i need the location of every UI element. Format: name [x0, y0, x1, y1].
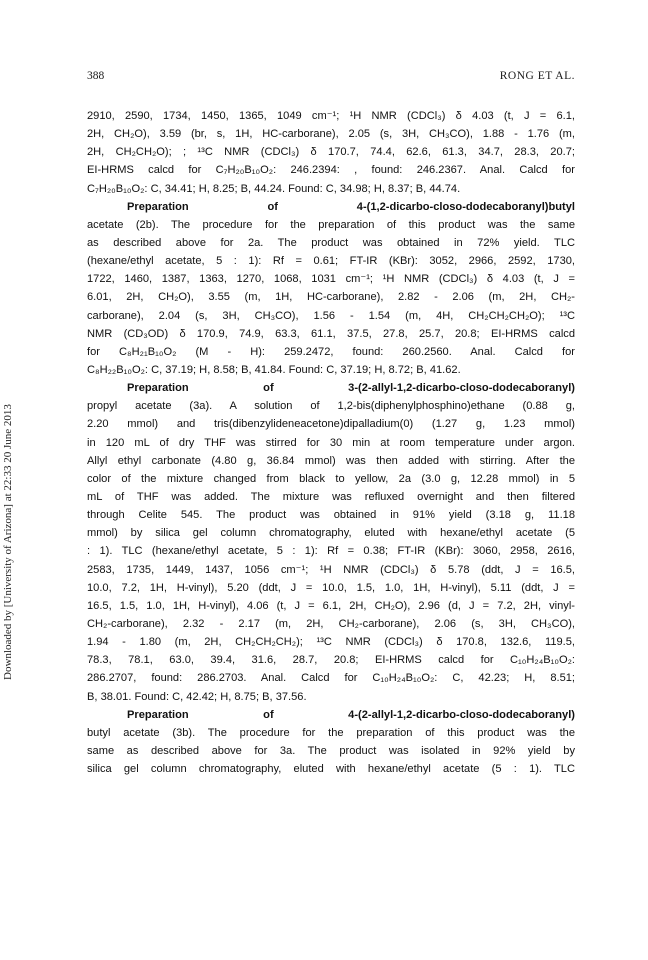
- text-line: 16.5, 1.5, 1.0, 1H, H-vinyl), 4.06 (t, J = 6.1, 2H, CH₂O), 2.96 (d, J = 7.2, 2H, vinyl-: [87, 599, 575, 612]
- text-line: 1722, 1460, 1387, 1363, 1270, 1068, 1031 cm⁻¹; ¹H NMR (CDCl₃) δ 4.03 (t, J =: [87, 273, 575, 286]
- text-line: 286.2707, found: 286.2703. Anal. Calcd for C₁₀H₂₄B₁₀O₂: C, 42.23; H, 8.51;: [87, 672, 575, 685]
- text-line: through Celite 545. The product was obtained in 91% yield (3.18 g, 11.18: [87, 509, 575, 522]
- text-line: for C₈H₂₁B₁₀O₂ (M - H): 259.2472, found: 260.2560. Anal. Calcd for: [87, 345, 575, 358]
- text-line: acetate (2b). The procedure for the preparation of this product was the same: [87, 218, 575, 231]
- running-head: RONG ET AL.: [499, 70, 575, 82]
- text-line: mL of THF was added. The mixture was refluxed overnight and then filtered: [87, 490, 575, 503]
- text-line: 6.01, 2H, CH₂O), 3.55 (m, 1H, HC-carborane), 2.82 - 2.06 (m, 2H, CH₂-: [87, 291, 575, 304]
- section-heading-2b: Preparation of 4-(1,2-dicarbo-closo-dodecaboranyl)butyl: [127, 200, 575, 213]
- text-line: : 1). TLC (hexane/ethyl acetate, 5 : 1): Rf = 0.38; FT-IR (KBr): 3060, 2958, 2616,: [87, 545, 575, 558]
- text-line: 2H, CH₂CH₂O); ; ¹³C NMR (CDCl₃) δ 170.7, 74.4, 62.6, 61.3, 34.7, 28.3, 20.7;: [87, 146, 575, 159]
- text-line: EI-HRMS calcd for C₇H₂₀B₁₀O₂: 246.2394: , found: 246.2367. Anal. Calcd for: [87, 164, 575, 177]
- text-line: Allyl ethyl carbonate (4.80 g, 36.84 mmol) was then added with stirring. After the: [87, 454, 575, 467]
- text-line: 2.20 mmol) and tris(dibenzylideneacetone)dipalladium(0) (1.27 g, 1.23 mmol): [87, 418, 575, 431]
- text-line: 2910, 2590, 1734, 1450, 1365, 1049 cm⁻¹; ¹H NMR (CDCl₃) δ 4.03 (t, J = 6.1,: [87, 110, 575, 122]
- text-line: 1.94 - 1.80 (m, 2H, CH₂CH₂CH₂); ¹³C NMR (CDCl₃) δ 170.8, 132.6, 119.5,: [87, 636, 575, 649]
- text-line: silica gel column chromatography, eluted with hexane/ethyl acetate (5 : 1). TLC: [87, 763, 575, 776]
- text-line: NMR (CD₃OD) δ 170.9, 74.9, 63.3, 61.1, 37.5, 27.8, 25.7, 20.8; EI-HRMS calcd: [87, 327, 575, 340]
- section-heading-3a: Preparation of 3-(2-allyl-1,2-dicarbo-closo-dodecaboranyl): [127, 382, 575, 395]
- text-line: C₈H₂₂B₁₀O₂: C, 37.19; H, 8.58; B, 41.84. Found: C, 37.19; H, 8.72; B, 41.62.: [87, 363, 461, 376]
- text-line: propyl acetate (3a). A solution of 1,2-bis(diphenylphosphino)ethane (0.88 g,: [87, 400, 575, 413]
- text-line: (hexane/ethyl acetate, 5 : 1): Rf = 0.61; FT-IR (KBr): 3052, 2966, 2592, 1730,: [87, 255, 575, 268]
- text-line: carborane), 2.04 (s, 3H, CH₃CO), 1.56 - 1.54 (m, 4H, CH₂CH₂CH₂O); ¹³C: [87, 309, 575, 322]
- text-line: 10.0, 7.2, 1H, H-vinyl), 5.20 (ddt, J = 10.0, 1.5, 1.0, 1H, H-vinyl), 5.11 (ddt, J =: [87, 581, 575, 594]
- watermark-text: Downloaded by [University of Arizona] at 22:33 20 June 2013: [2, 404, 14, 680]
- page-number: 388: [87, 70, 105, 82]
- page-header: [87, 70, 575, 86]
- text-line: color of the mixture changed from black to yellow, 2a (3.0 g, 12.28 mmol) in 5: [87, 472, 575, 485]
- text-line: 78.3, 78.1, 63.0, 39.4, 31.6, 28.7, 20.8; EI-HRMS calcd for C₁₀H₂₄B₁₀O₂:: [87, 654, 575, 667]
- section-heading-3b: Preparation of 4-(2-allyl-1,2-dicarbo-closo-dodecaboranyl): [127, 708, 575, 721]
- text-line: in 120 mL of dry THF was stirred for 30 min at room temperature under argon.: [87, 436, 575, 449]
- text-line: as described above for 2a. The product was obtained in 72% yield. TLC: [87, 236, 575, 249]
- text-line: B, 38.01. Found: C, 42.42; H, 8.75; B, 37.56.: [87, 690, 307, 703]
- text-line: same as described above for 3a. The product was isolated in 92% yield by: [87, 744, 575, 757]
- text-line: 2H, CH₂O), 3.59 (br, s, 1H, HC-carborane), 2.05 (s, 3H, CH₃CO), 1.88 - 1.76 (m,: [87, 128, 575, 141]
- article-body: [87, 107, 575, 778]
- text-line: 2583, 1735, 1449, 1437, 1056 cm⁻¹; ¹H NMR (CDCl₃) δ 5.78 (ddt, J = 16.5,: [87, 563, 575, 576]
- text-line: C₇H₂₀B₁₀O₂: C, 34.41; H, 8.25; B, 44.24. Found: C, 34.98; H, 8.37; B, 44.74.: [87, 182, 461, 195]
- text-line: mmol) by silica gel column chromatography, eluted with hexane/ethyl acetate (5: [87, 527, 575, 540]
- download-watermark: [2, 320, 16, 680]
- text-line: butyl acetate (3b). The procedure for the preparation of this product was the: [87, 726, 575, 739]
- text-line: CH₂-carborane), 2.32 - 2.17 (m, 2H, CH₂-carborane), 2.06 (s, 3H, CH₃CO),: [87, 617, 575, 630]
